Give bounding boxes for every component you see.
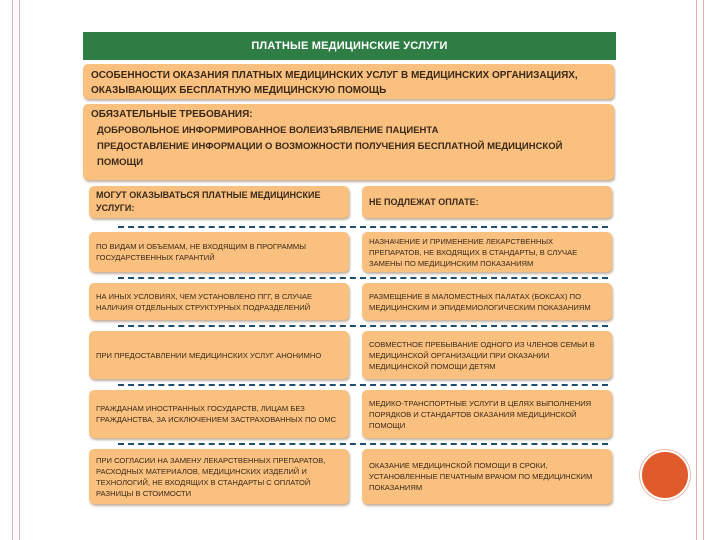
intro-box: ОСОБЕННОСТИ ОКАЗАНИЯ ПЛАТНЫХ МЕДИЦИНСКИХ УСЛУГ В МЕДИЦИНСКИХ ОРГАНИЗАЦИЯХ, ОКАЗЫВАЮЩИХ БЕСПЛАТНУЮ МЕДИЦИНСКУЮ ПОМОЩЬ [83, 64, 614, 99]
free-services-header: НЕ ПОДЛЕЖАТ ОПЛАТЕ: [362, 186, 612, 218]
paid-service-item: НА ИНЫХ УСЛОВИЯХ, ЧЕМ УСТАНОВЛЕНО ПГГ, В СЛУЧАЕ НАЛИЧИЯ ОТДЕЛЬНЫХ СТРУКТУРНЫХ ПОДРАЗДЕЛЕНИЙ [89, 283, 349, 320]
requirements-box [83, 104, 614, 180]
free-service-item: РАЗМЕЩЕНИЕ В МАЛОМЕСТНЫХ ПАЛАТАХ (БОКСАХ) ПО МЕДИЦИНСКИМ И ЭПИДЕМИОЛОГИЧЕСКИМ ПОКАЗАНИЯМ [362, 283, 612, 320]
divider [118, 325, 608, 327]
free-service-item: НАЗНАЧЕНИЕ И ПРИМЕНЕНИЕ ЛЕКАРСТВЕННЫХ ПРЕПАРАТОВ, НЕ ВХОДЯЩИХ В СТАНДАРТЫ, В СЛУЧАЕ ЗАМЕНЫ ПО МЕДИЦИНСКИМ ПОКАЗАНИЯМ [362, 232, 612, 272]
requirement-item: ПРЕДОСТАВЛЕНИЕ ИНФОРМАЦИИ О ВОЗМОЖНОСТИ ПОЛУЧЕНИЯ БЕСПЛАТНОЙ МЕДИЦИНСКОЙ ПОМОЩИ [97, 141, 563, 168]
slide-border-right [696, 0, 704, 540]
requirement-item: ДОБРОВОЛЬНОЕ ИНФОРМИРОВАННОЕ ВОЛЕИЗЪЯВЛЕНИЕ ПАЦИЕНТА [97, 125, 439, 136]
paid-service-item: ГРАЖДАНАМ ИНОСТРАННЫХ ГОСУДАРСТВ, ЛИЦАМ БЕЗ ГРАЖДАНСТВА, ЗА ИСКЛЮЧЕНИЕМ ЗАСТРАХОВАННЫХ ПО ОМС [89, 390, 349, 438]
slide-border-left [12, 0, 20, 540]
paid-service-item: ПРИ ПРЕДОСТАВЛЕНИИ МЕДИЦИНСКИХ УСЛУГ АНОНИМНО [89, 331, 349, 379]
free-service-item: МЕДИКО-ТРАНСПОРТНЫЕ УСЛУГИ В ЦЕЛЯХ ВЫПОЛНЕНИЯ ПОРЯДКОВ И СТАНДАРТОВ ОКАЗАНИЯ МЕДИЦИНСКОЙ ПОМОЩИ [362, 390, 612, 438]
paid-service-item: ПРИ СОГЛАСИИ НА ЗАМЕНУ ЛЕКАРСТВЕННЫХ ПРЕПАРАТОВ, РАСХОДНЫХ МАТЕРИАЛОВ, МЕДИЦИНСКИХ ИЗДЕЛИЙ И ТЕХНОЛОГИЙ, НЕ ВХОДЯЩИХ В СТАНДАРТЫ С ОПЛАТОЙ РАЗНИЦЫ В СТОИМОСТИ [89, 449, 349, 504]
free-service-item: СОВМЕСТНОЕ ПРЕБЫВАНИЕ ОДНОГО ИЗ ЧЛЕНОВ СЕМЬИ В МЕДИЦИНСКОЙ ОРГАНИЗАЦИИ ПРИ ОКАЗАНИИ МЕДИЦИНСКОЙ ПОМОЩИ ДЕТЯМ [362, 331, 612, 379]
divider [118, 277, 608, 279]
page-title: ПЛАТНЫЕ МЕДИЦИНСКИЕ УСЛУГИ [83, 32, 616, 60]
divider [118, 443, 608, 445]
divider [118, 384, 608, 386]
free-service-item: ОКАЗАНИЕ МЕДИЦИНСКОЙ ПОМОЩИ В СРОКИ, УСТАНОВЛЕННЫЕ ПЕЧАТНЫМ ВРАЧОМ ПО МЕДИЦИНСКИМ ПОКАЗАНИЯМ [362, 449, 612, 504]
divider [118, 226, 608, 228]
paid-services-header: МОГУТ ОКАЗЫВАТЬСЯ ПЛАТНЫЕ МЕДИЦИНСКИЕ УСЛУГИ: [89, 186, 349, 218]
requirements-title: ОБЯЗАТЕЛЬНЫЕ ТРЕБОВАНИЯ: [91, 109, 253, 120]
paid-service-item: ПО ВИДАМ И ОБЪЕМАМ, НЕ ВХОДЯЩИМ В ПРОГРАММЫ ГОСУДАРСТВЕННЫХ ГАРАНТИЙ [89, 232, 349, 272]
decorative-circle [640, 450, 690, 500]
